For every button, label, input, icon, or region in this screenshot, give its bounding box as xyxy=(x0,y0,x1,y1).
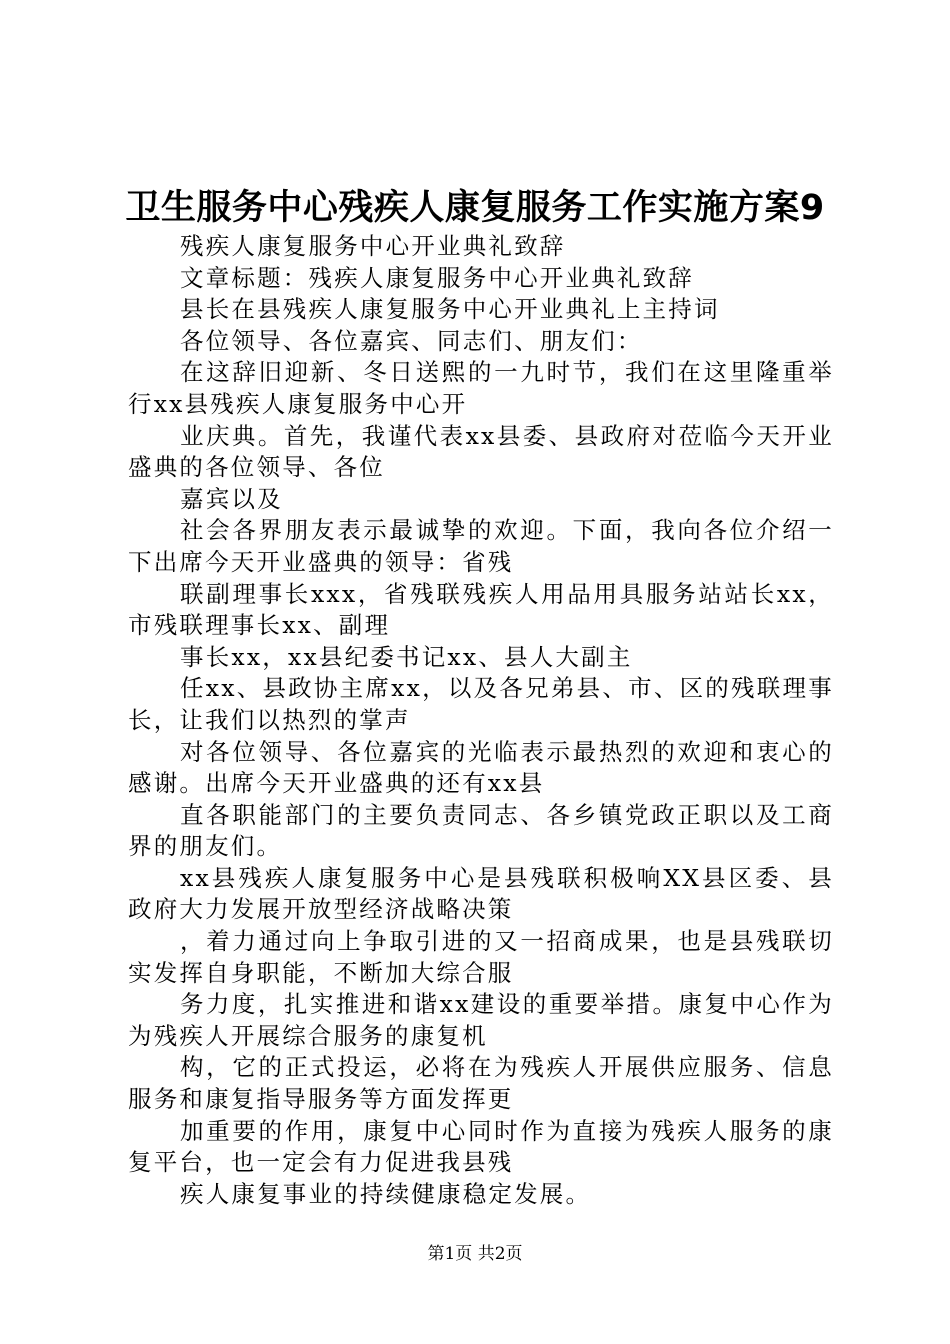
paragraph: 县长在县残疾人康复服务中心开业典礼上主持词 xyxy=(180,295,720,324)
paragraph: 残疾人康复服务中心开业典礼致辞 xyxy=(180,232,566,260)
paragraph: 嘉宾以及 xyxy=(180,484,283,513)
paragraph: 务力度，扎实推进和谐xx建设的重要举措。康复中心作为为残疾人开展综合服务的康复机 xyxy=(128,990,834,1050)
paragraph: 对各位领导、各位嘉宾的光临表示最热烈的欢迎和衷心的感谢。出席今天开业盛典的还有xx县 xyxy=(128,737,834,798)
page-footer xyxy=(0,1242,950,1266)
paragraph: 各位领导、各位嘉宾、同志们、朋友们： xyxy=(180,326,643,355)
document-body xyxy=(128,231,834,1210)
paragraph: 加重要的作用，康复中心同时作为直接为残疾人服务的康复平台，也一定会有力促进我县残 xyxy=(128,1116,834,1177)
document-title: 卫生服务中心残疾人康复服务工作实施方案9 xyxy=(125,188,825,228)
paragraph: 任xx、县政协主席xx，以及各兄弟县、市、区的残联理事长，让我们以热烈的掌声 xyxy=(128,674,834,734)
paragraph: 在这辞旧迎新、冬日送熙的一九时节，我们在这里隆重举行xx县残疾人康复服务中心开 xyxy=(128,358,834,418)
paragraph: 文章标题：残疾人康复服务中心开业典礼致辞 xyxy=(180,263,694,292)
paragraph: 直各职能部门的主要负责同志、各乡镇党政正职以及工商界的朋友们。 xyxy=(128,800,834,861)
paragraph: 联副理事长xxx，省残联残疾人用品用具服务站站长xx，市残联理事长xx、副理 xyxy=(128,579,834,640)
page-number: 第1页 共2页 xyxy=(427,1244,523,1264)
paragraph: ，着力通过向上争取引进的又一招商成果，也是县残联切实发挥自身职能，不断加大综合服 xyxy=(128,927,834,987)
paragraph: 事长xx，xx县纪委书记xx、县人大副主 xyxy=(180,642,633,671)
paragraph: 业庆典。首先，我谨代表xx县委、县政府对莅临今天开业盛典的各位领导、各位 xyxy=(128,421,834,482)
paragraph: xx县残疾人康复服务中心是县残联积极响XX县区委、县政府大力发展开放型经济战略决策 xyxy=(128,863,834,924)
paragraph: 构，它的正式投运，必将在为残疾人开展供应服务、信息服务和康复指导服务等方面发挥更 xyxy=(128,1053,834,1114)
paragraph: 社会各界朋友表示最诚挚的欢迎。下面，我向各位介绍一下出席今天开业盛典的领导：省残 xyxy=(128,516,834,576)
paragraph: 疾人康复事业的持续健康稳定发展。 xyxy=(180,1179,592,1208)
